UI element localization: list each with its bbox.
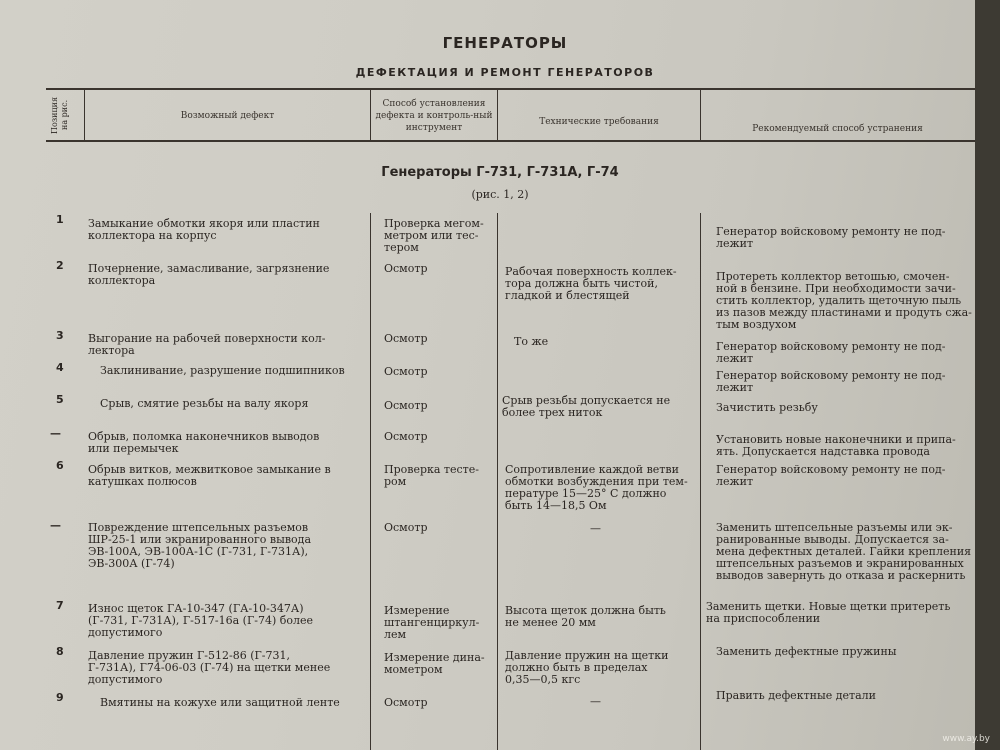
row-position: 4	[56, 361, 64, 374]
row-position: 6	[56, 459, 64, 472]
row-defect: Вмятины на кожухе или защитной ленте	[100, 696, 340, 709]
row-method: Осмотр	[384, 332, 428, 345]
row-defect: Замыкание обмотки якоря или пластин коллектора на корпус	[88, 217, 320, 242]
row-defect: Повреждение штепсельных разъемов ШР-25-1 или экранированного вывода ЭВ-100А, ЭВ-100А-1С (Г-731, Г-731А), ЭВ-300А (Г-74)	[88, 521, 312, 570]
row-defect: Обрыв, поломка наконечников выводов или перемычек	[88, 430, 320, 455]
row-position: 3	[56, 329, 64, 342]
header-defect: Возможный дефект	[180, 111, 275, 121]
row-tech: —	[590, 522, 601, 535]
header-tech: Технические требования	[539, 117, 659, 127]
row-method: Измерение дина- мометром	[384, 651, 485, 676]
row-position: 9	[56, 691, 64, 704]
row-tech: Сопротивление каждой ветви обмотки возбуждения при тем- пературе 15—25° С должно быть 14—18,5 Ом	[505, 463, 688, 512]
row-method: Проверка тесте- ром	[384, 463, 479, 488]
row-fix: Генератор войсковому ремонту не под- лежит	[716, 463, 946, 488]
header-position: Позиция на рис.	[50, 96, 69, 134]
row-method: Осмотр	[384, 430, 428, 443]
row-position: —	[50, 519, 61, 532]
row-fix: Генератор войсковому ремонту не под- лежит	[716, 340, 946, 365]
header-divider-1	[84, 90, 85, 140]
watermark-text: www.ay.by	[942, 734, 990, 744]
row-defect: Износ щеток ГА-10-347 (ГА-10-347А) (Г-731, Г-731А), Г-517-16а (Г-74) более допустимого	[88, 602, 313, 639]
row-defect: Срыв, смятие резьбы на валу якоря	[100, 397, 309, 410]
row-position: 7	[56, 599, 64, 612]
row-method: Осмотр	[384, 262, 428, 275]
page-subtitle: ДЕФЕКТАЦИЯ И РЕМОНТ ГЕНЕРАТОРОВ	[355, 66, 655, 79]
row-fix: Генератор войсковому ремонту не под- лежит	[716, 369, 946, 394]
row-defect: Давление пружин Г-512-86 (Г-731, Г-731А), Г74-06-03 (Г-74) на щетки менее допустимого	[88, 649, 331, 686]
row-position: 5	[56, 393, 64, 406]
row-method: Осмотр	[384, 696, 428, 709]
body-divider-3	[700, 213, 701, 750]
row-method: Осмотр	[384, 521, 428, 534]
section-title: Генераторы Г-731, Г-731А, Г-74	[381, 165, 619, 180]
row-position: —	[50, 427, 61, 440]
section-figure-ref: (рис. 1, 2)	[471, 188, 529, 201]
row-method: Осмотр	[384, 365, 428, 378]
row-fix: Заменить дефектные пружины	[716, 645, 897, 658]
row-tech: Давление пружин на щетки должно быть в пределах 0,35—0,5 кгс	[505, 649, 669, 686]
row-fix: Заменить щетки. Новые щетки притереть на приспособлении	[706, 600, 951, 625]
row-fix: Установить новые наконечники и припа- ять. Допускается надставка провода	[716, 433, 956, 458]
row-tech: То же	[514, 335, 549, 348]
row-tech: Высота щеток должна быть не менее 20 мм	[505, 604, 666, 629]
row-defect: Обрыв витков, межвитковое замыкание в катушках полюсов	[88, 463, 331, 488]
header-top-rule	[46, 88, 975, 90]
row-fix: Править дефектные детали	[716, 689, 876, 702]
header-divider-4	[700, 90, 701, 140]
row-position: 2	[56, 259, 64, 272]
row-tech: —	[590, 695, 601, 708]
row-method: Осмотр	[384, 399, 428, 412]
row-fix: Зачистить резьбу	[716, 401, 818, 414]
body-divider-1	[370, 213, 371, 750]
header-bottom-rule	[46, 140, 975, 142]
row-defect: Почернение, замасливание, загрязнение коллектора	[88, 262, 330, 287]
row-defect: Выгорание на рабочей поверхности кол- лектора	[88, 332, 326, 357]
header-divider-3	[497, 90, 498, 140]
row-position: 1	[56, 213, 64, 226]
row-position: 8	[56, 645, 64, 658]
row-method: Проверка мегом- метром или тес- тером	[384, 217, 484, 254]
row-fix: Генератор войсковому ремонту не под- лежит	[716, 225, 946, 250]
page-title: ГЕНЕРАТОРЫ	[442, 34, 568, 52]
header-fix: Рекомендуемый способ устранения	[752, 124, 923, 134]
row-fix: Заменить штепсельные разъемы или эк- ранированные выводы. Допускается за- мена дефектных деталей. Гайки крепления штепсельных разъемов и экранированных выводов завернуть до отказа и раскернить	[716, 521, 972, 582]
row-defect: Заклинивание, разрушение подшипников	[100, 364, 345, 377]
row-tech: Рабочая поверхность коллек- тора должна быть чистой, гладкой и блестящей	[505, 265, 677, 302]
header-divider-2	[370, 90, 371, 140]
row-method: Измерение штангенциркул- лем	[384, 604, 480, 641]
header-method: Способ установления дефекта и контроль-ный инструмент	[375, 99, 493, 133]
row-fix: Протереть коллектор ветошью, смочен- ной в бензине. При необходимости зачи- стить коллектор, удалить щеточную пыль из пазов между пластинами и продуть сжа- тым воздухом	[716, 270, 972, 331]
body-divider-2	[497, 213, 498, 750]
row-tech: Срыв резьбы допускается не более трех ниток	[502, 394, 671, 419]
